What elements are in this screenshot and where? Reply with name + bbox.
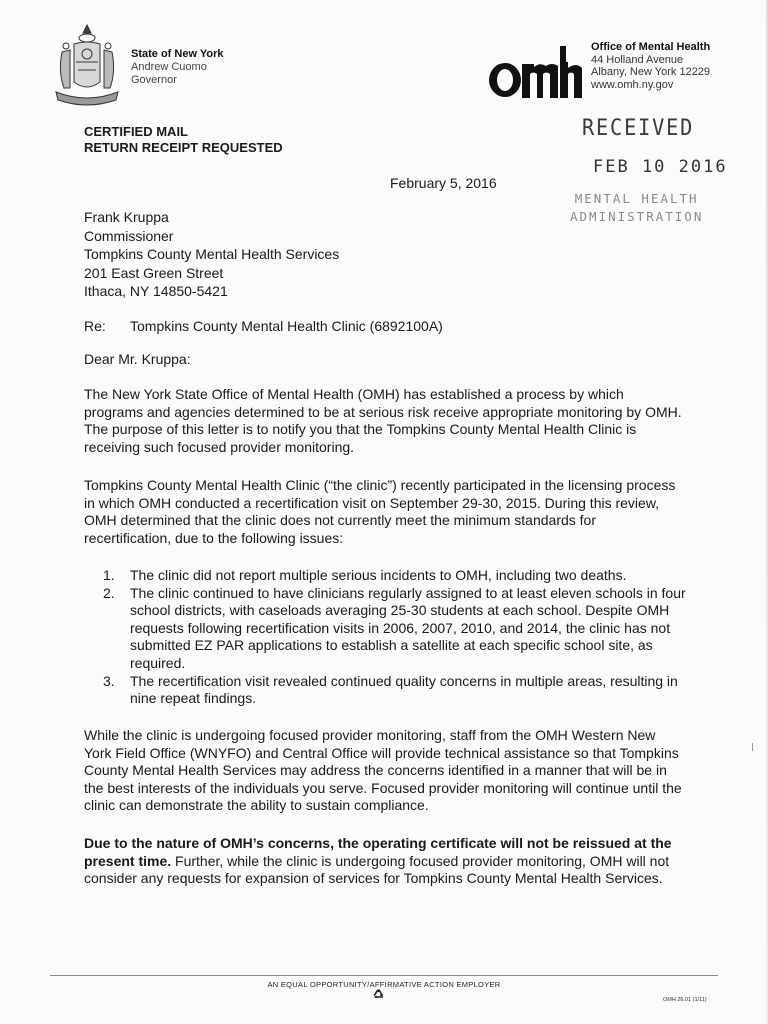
scan-mark	[752, 743, 753, 751]
governor-title: Governor	[131, 74, 177, 86]
recycle-icon	[372, 988, 386, 1002]
list-item	[100, 585, 690, 673]
list-item	[100, 567, 690, 585]
certified-mail-notice	[84, 124, 283, 156]
office-address-line-1: 44 Holland Avenue	[591, 53, 684, 66]
salutation: Dear Mr. Kruppa:	[84, 351, 191, 367]
addressee-city: Ithaca, NY 14850-5421	[84, 283, 228, 299]
office-address-line-2: Albany, New York 12229	[591, 66, 711, 78]
list-item-text: The recertification visit revealed continued quality concerns in multiple areas, resulting in nine repeat findings.	[130, 672, 678, 707]
body-paragraph-4-emphasis: Due to the nature of OMH’s concerns, the operating certificate will not be reissued at the present time.	[84, 835, 672, 869]
re-line	[84, 318, 443, 334]
addressee-title: Commissioner	[84, 227, 174, 244]
office-name: Office of Mental Health	[591, 41, 711, 53]
footer-divider	[50, 975, 718, 976]
new-york-state-seal-icon	[50, 22, 124, 106]
certified-mail-line: CERTIFIED MAIL	[84, 124, 188, 139]
list-item-number: 2.	[103, 584, 115, 601]
addressee-street: 201 East Green Street	[84, 264, 224, 281]
footer-employer-statement: AN EQUAL OPPORTUNITY/AFFIRMATIVE ACTION EMPLOYER	[267, 980, 501, 989]
office-website: www.omh.ny.gov	[591, 78, 674, 91]
list-item-text: The clinic did not report multiple serious incidents to OMH, including two deaths.	[130, 567, 627, 583]
re-label: Re:	[84, 318, 106, 334]
addressee-organization: Tompkins County Mental Health Services	[84, 246, 340, 262]
received-stamp-department	[570, 190, 703, 226]
body-paragraph-2: Tompkins County Mental Health Clinic (“the clinic”) recently participated in the licensing process in which OMH conducted a recertification visit on September 29-30, 2015. During this review, OMH determined that the clinic does not currently meet the minimum standards for recertification, due to the following issues:	[84, 477, 676, 546]
form-identifier: OMH 26.01 (1/11)	[663, 997, 707, 1003]
stamp-department-line-2: ADMINISTRATION	[570, 209, 704, 224]
body-paragraph-4	[84, 835, 684, 888]
stamp-department-line-1: MENTAL HEALTH	[574, 191, 699, 206]
received-stamp: RECEIVED	[582, 116, 695, 141]
list-item-number: 3.	[103, 672, 115, 689]
state-letterhead	[131, 48, 224, 87]
list-item-number: 1.	[103, 567, 115, 583]
governor-name: Andrew Cuomo	[131, 61, 207, 73]
received-stamp-date: FEB 10 2016	[593, 157, 728, 177]
return-receipt-line: RETURN RECEIPT REQUESTED	[84, 140, 283, 155]
office-letterhead	[591, 41, 710, 91]
addressee-block	[84, 208, 339, 301]
letter-date: February 5, 2016	[390, 175, 497, 191]
body-paragraph-4-text: Further, while the clinic is undergoing focused provider monitoring, OMH will not consider any requests for expansion of services for Tompkins County Mental Health Services.	[84, 852, 670, 887]
body-paragraph-1: The New York State Office of Mental Health (OMH) has established a process by which programs and agencies determined to be at serious risk receive appropriate monitoring by OMH. The purpose of this letter is to notify you that the Tompkins County Mental Health Clinic is receiving such focused provider monitoring.	[84, 386, 682, 455]
state-name: State of New York	[131, 48, 224, 60]
addressee-name: Frank Kruppa	[84, 209, 169, 225]
body-paragraph-3: While the clinic is undergoing focused provider monitoring, staff from the OMH Western New York Field Office (WNYFO) and Central Office will provide technical assistance so that Tompkins County Mental Health Services may address the concerns identified in a manner that will be in the best interests of the individuals you serve. Focused provider monitoring will continue until the clinic can demonstrate the ability to sustain compliance.	[84, 727, 682, 814]
omh-logo	[488, 44, 584, 98]
re-subject: Tompkins County Mental Health Clinic (6892100A)	[130, 318, 443, 334]
list-item	[100, 673, 690, 708]
list-item-text: The clinic continued to have clinicians regularly assigned to at least eleven schools in four school districts, with caseloads averaging 25-30 students at each school. Despite OMH requests following recertification visits in 2006, 2007, 2010, and 2014, the clinic has not submitted EZ PAR applications to establish a satellite at each specific school site, as required.	[130, 584, 686, 671]
issues-list	[100, 567, 690, 708]
